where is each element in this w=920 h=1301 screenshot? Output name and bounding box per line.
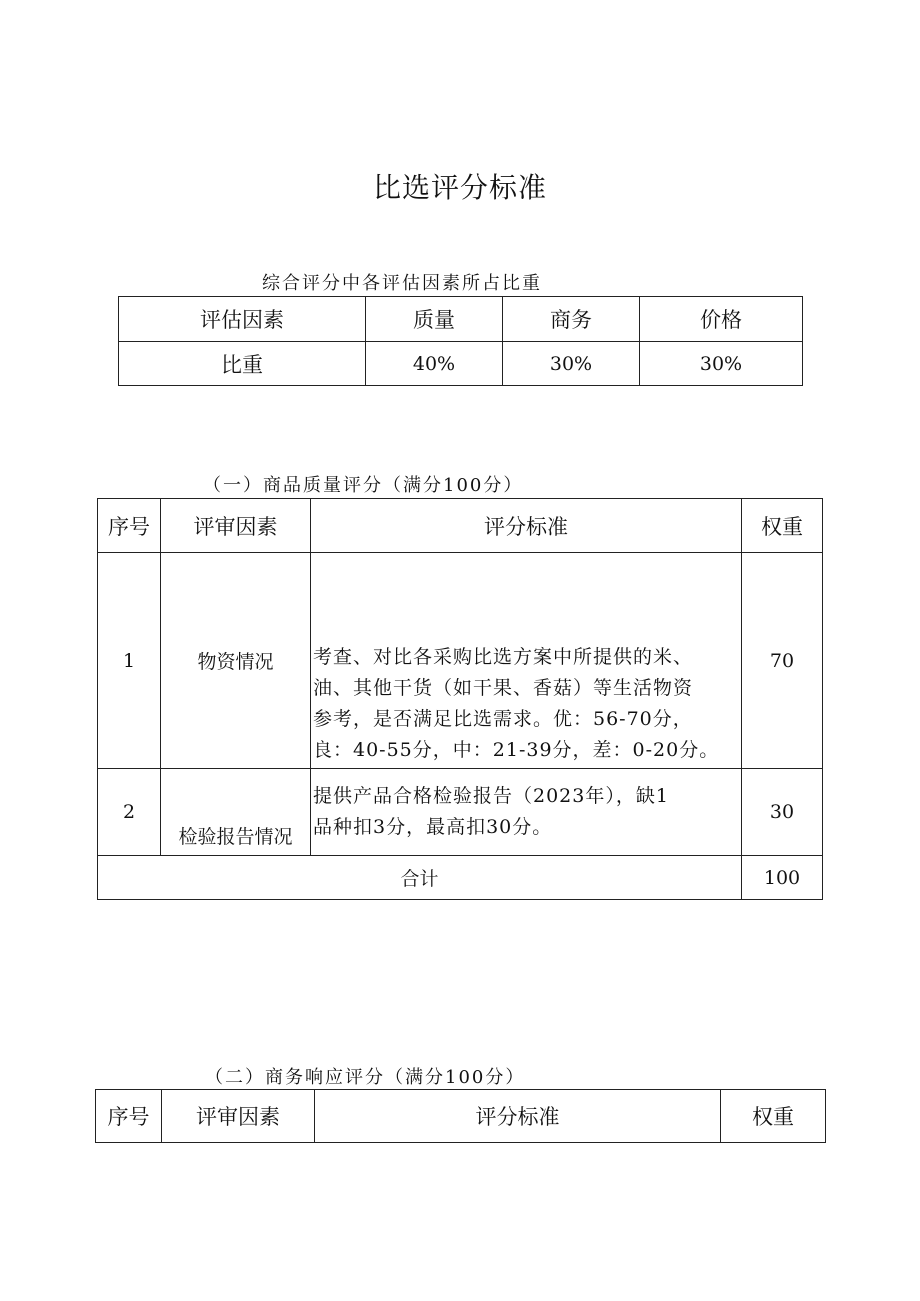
business-header-weight: 权重 xyxy=(721,1090,826,1143)
row-no: 2 xyxy=(98,769,161,856)
quality-header-factor: 评审因素 xyxy=(161,499,311,553)
weights-header-business: 商务 xyxy=(503,297,640,342)
quality-header-criteria: 评分标准 xyxy=(311,499,742,553)
row-criteria xyxy=(311,553,742,769)
row-no: 1 xyxy=(98,553,161,769)
quality-table xyxy=(97,498,823,900)
weights-quality-value: 40% xyxy=(366,342,503,386)
row-factor: 物资情况 xyxy=(161,553,311,769)
weights-header-quality: 质量 xyxy=(366,297,503,342)
criteria-line: 提供产品合格检验报告（2023年），缺1 xyxy=(313,785,669,807)
weights-price-value: 30% xyxy=(640,342,803,386)
quality-header-no: 序号 xyxy=(98,499,161,553)
row-weight: 30 xyxy=(742,769,823,856)
quality-caption: （一）商品质量评分（满分100分） xyxy=(203,475,524,496)
weights-caption: 综合评分中各评估因素所占比重 xyxy=(262,273,542,294)
criteria-line: 油、其他干货（如干果、香菇）等生活物资 xyxy=(313,677,694,699)
page-title: 比选评分标准 xyxy=(372,171,547,204)
table-row xyxy=(98,553,823,769)
table-row xyxy=(98,769,823,856)
weights-row-label: 比重 xyxy=(119,342,366,386)
criteria-line: 良：40-55分，中：21-39分，差：0-20分。 xyxy=(313,739,720,761)
weights-header-price: 价格 xyxy=(640,297,803,342)
business-caption: （二）商务响应评分（满分100分） xyxy=(205,1067,526,1088)
weights-table xyxy=(118,296,803,386)
business-table xyxy=(95,1089,826,1143)
row-factor: 检验报告情况 xyxy=(161,769,311,856)
row-criteria xyxy=(311,769,742,856)
total-row xyxy=(98,856,823,900)
business-header-no: 序号 xyxy=(96,1090,162,1143)
weights-business-value: 30% xyxy=(503,342,640,386)
quality-header-weight: 权重 xyxy=(742,499,823,553)
criteria-line: 参考，是否满足比选需求。优：56-70分， xyxy=(313,708,693,730)
criteria-line: 品种扣3分，最高扣30分。 xyxy=(313,816,553,838)
business-header-criteria: 评分标准 xyxy=(315,1090,721,1143)
business-header-factor: 评审因素 xyxy=(162,1090,315,1143)
total-label: 合计 xyxy=(98,856,742,900)
criteria-line: 考查、对比各采购比选方案中所提供的米、 xyxy=(313,646,694,668)
total-value: 100 xyxy=(742,856,823,900)
row-weight: 70 xyxy=(742,553,823,769)
weights-header-factor: 评估因素 xyxy=(119,297,366,342)
